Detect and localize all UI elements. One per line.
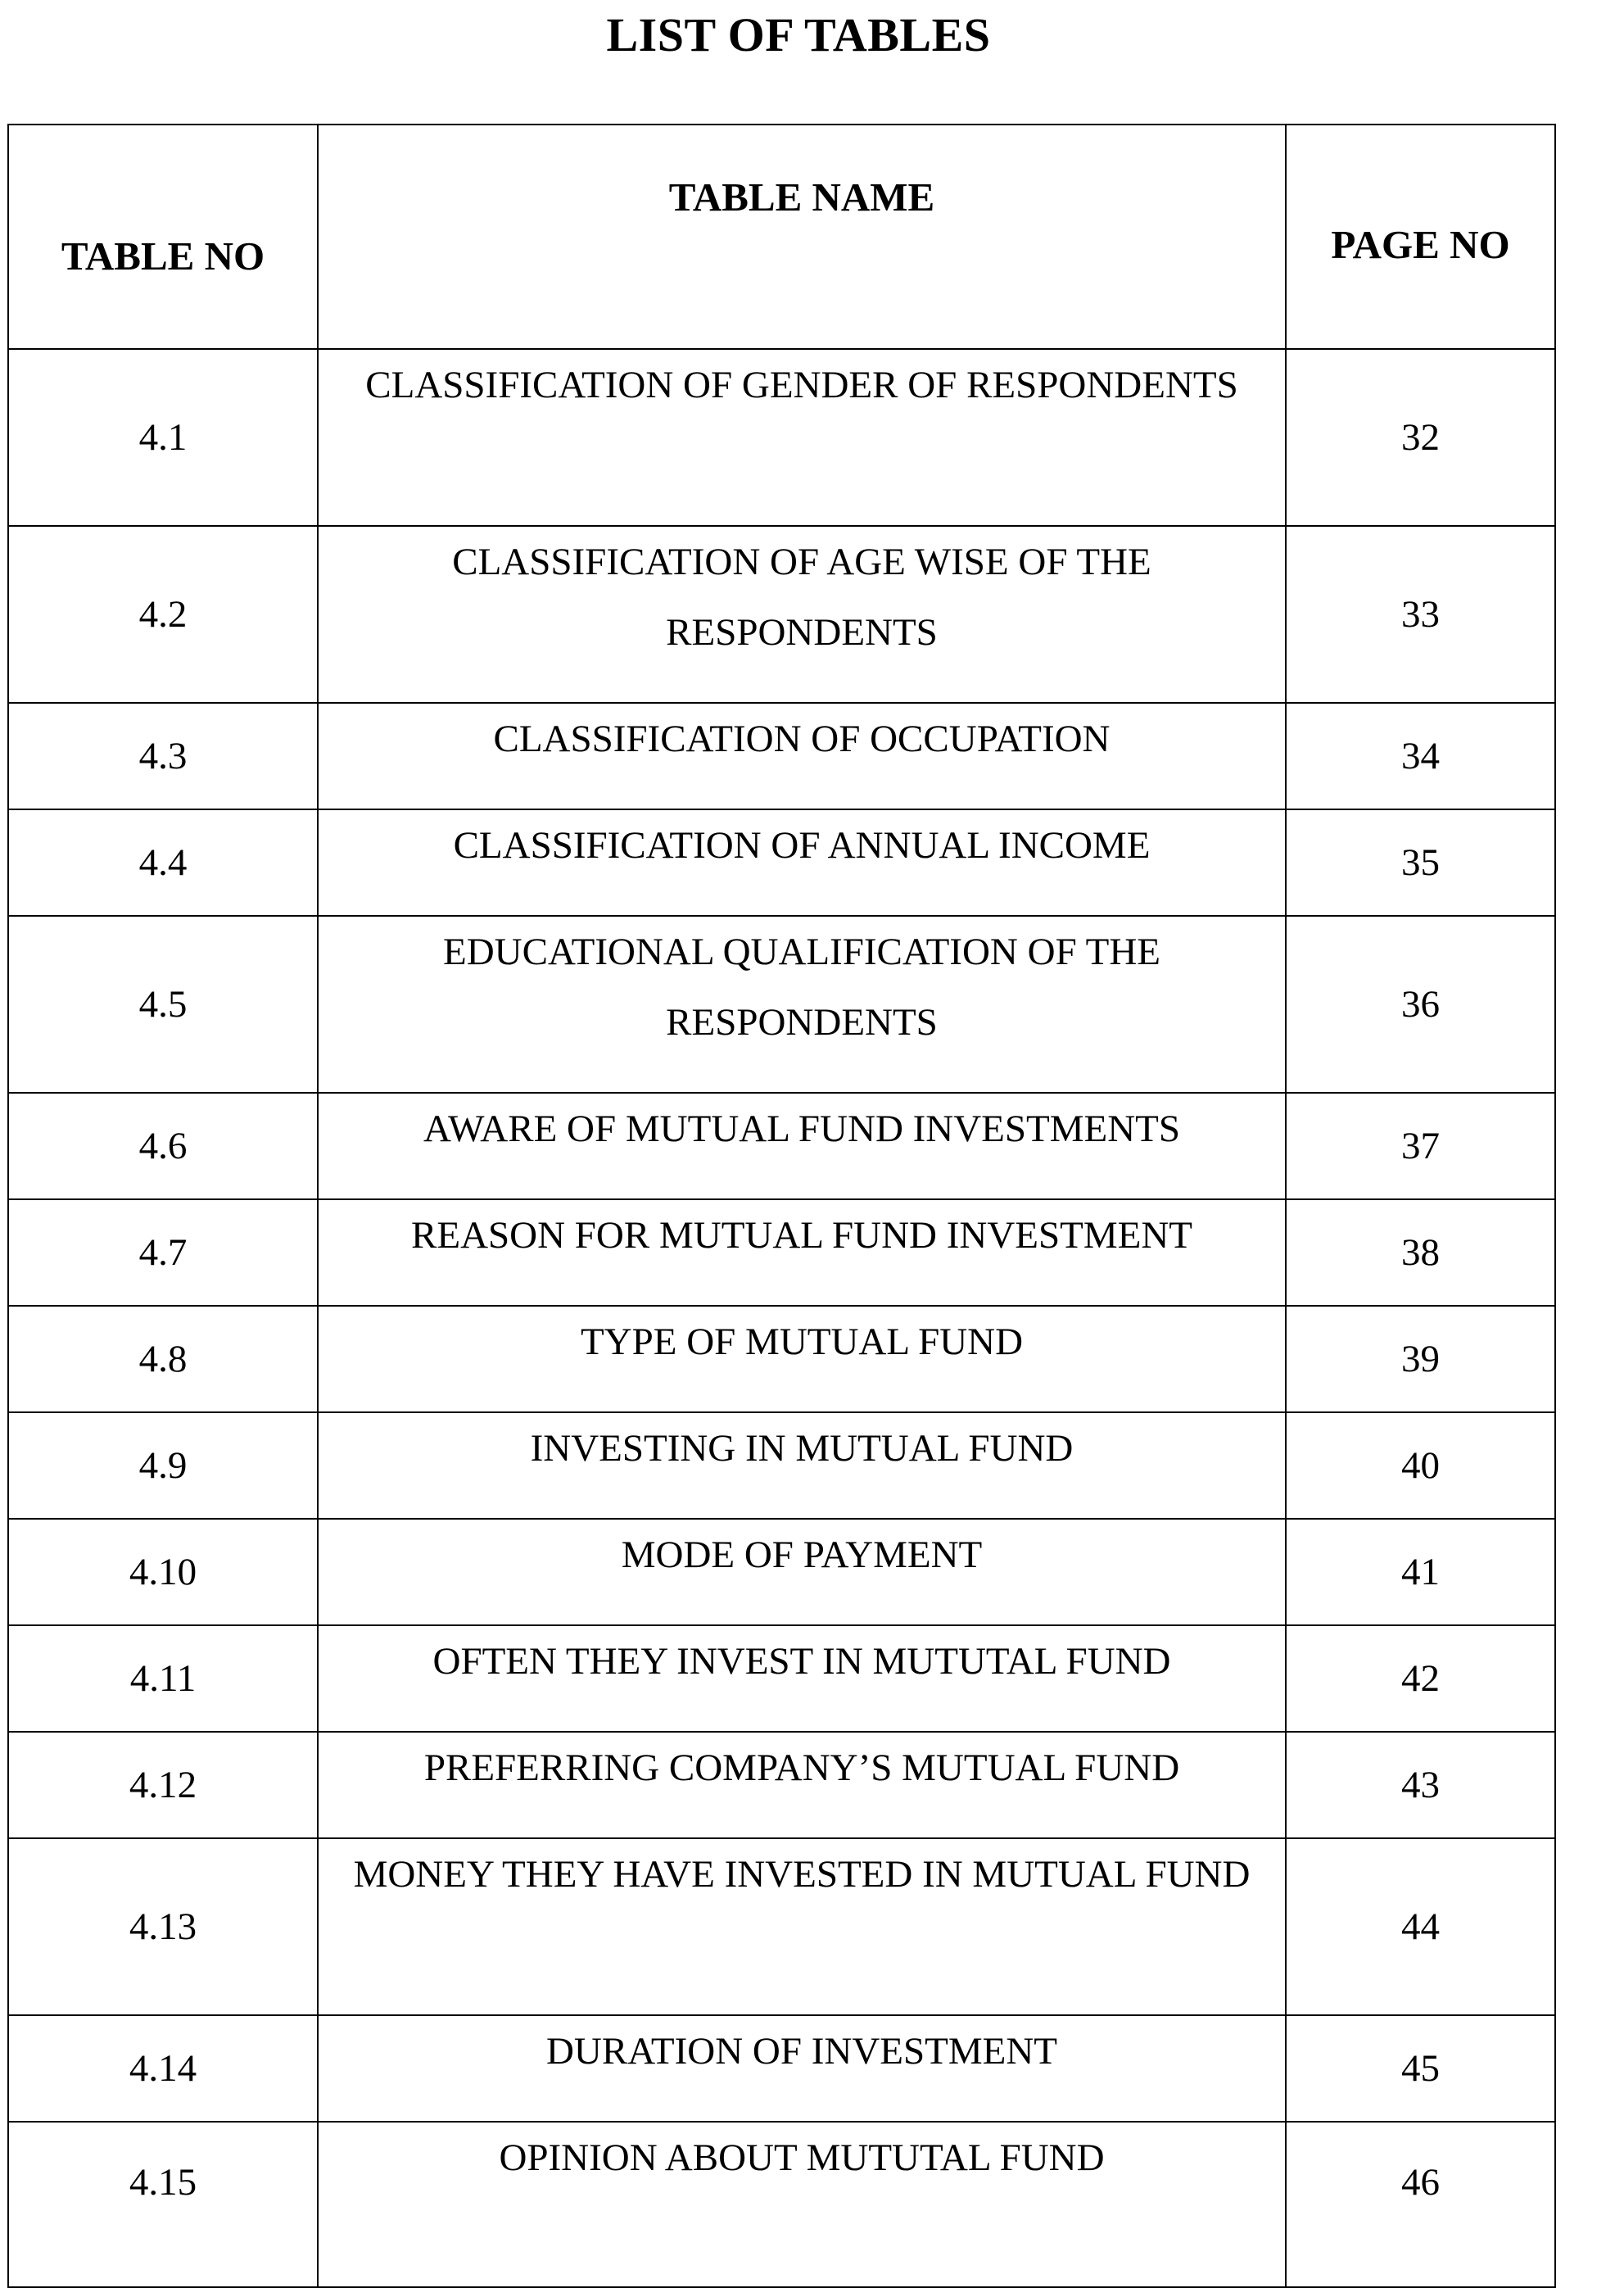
page-number-cell: 34 xyxy=(1286,703,1555,809)
table-name-cell: MONEY THEY HAVE INVESTED IN MUTUAL FUND xyxy=(318,1838,1286,2015)
table-row xyxy=(8,526,1555,703)
table-number-cell: 4.14 xyxy=(8,2015,318,2122)
table-number-cell: 4.11 xyxy=(8,1625,318,1732)
table-number-cell: 4.2 xyxy=(8,526,318,703)
table-row xyxy=(8,1199,1555,1306)
table-name-cell: AWARE OF MUTUAL FUND INVESTMENTS xyxy=(318,1093,1286,1199)
table-header-row xyxy=(8,125,1555,349)
table-row xyxy=(8,1093,1555,1199)
table-row xyxy=(8,2122,1555,2287)
table-row xyxy=(8,916,1555,1093)
table-name-cell: OPINION ABOUT MUTUTAL FUND xyxy=(318,2122,1286,2287)
table-row xyxy=(8,703,1555,809)
table-name-cell: CLASSIFICATION OF AGE WISE OF THE RESPONDENTS xyxy=(318,526,1286,703)
table-row xyxy=(8,1412,1555,1519)
table-name-cell: CLASSIFICATION OF OCCUPATION xyxy=(318,703,1286,809)
table-name-cell: OFTEN THEY INVEST IN MUTUTAL FUND xyxy=(318,1625,1286,1732)
header-table-no-label: TABLE NO xyxy=(61,233,265,279)
table-row xyxy=(8,1519,1555,1625)
table-row xyxy=(8,1838,1555,2015)
list-of-tables xyxy=(7,124,1556,2288)
table-number-cell: 4.13 xyxy=(8,1838,318,2015)
table-number-cell: 4.12 xyxy=(8,1732,318,1838)
page-number-cell: 36 xyxy=(1286,916,1555,1093)
table-row xyxy=(8,1732,1555,1838)
page-title: LIST OF TABLES xyxy=(606,8,991,61)
page-number-cell: 41 xyxy=(1286,1519,1555,1625)
page-number-cell: 38 xyxy=(1286,1199,1555,1306)
header-table-name xyxy=(318,125,1286,349)
table-row xyxy=(8,809,1555,916)
table-row xyxy=(8,349,1555,526)
page-number-cell: 45 xyxy=(1286,2015,1555,2122)
table-name-cell: REASON FOR MUTUAL FUND INVESTMENT xyxy=(318,1199,1286,1306)
page-number-cell: 43 xyxy=(1286,1732,1555,1838)
header-table-name-label: TABLE NAME xyxy=(668,174,935,220)
header-table-no xyxy=(8,125,318,349)
page-number-cell: 33 xyxy=(1286,526,1555,703)
table-name-cell: MODE OF PAYMENT xyxy=(318,1519,1286,1625)
header-page-no-label: PAGE NO xyxy=(1331,222,1510,267)
table-name-cell: EDUCATIONAL QUALIFICATION OF THE RESPONDENTS xyxy=(318,916,1286,1093)
table-number-cell: 4.7 xyxy=(8,1199,318,1306)
table-row xyxy=(8,2015,1555,2122)
page-number-cell: 32 xyxy=(1286,349,1555,526)
table-number-cell: 4.9 xyxy=(8,1412,318,1519)
table-number-cell: 4.15 xyxy=(8,2122,318,2287)
table-number-cell: 4.3 xyxy=(8,703,318,809)
page-number-cell: 35 xyxy=(1286,809,1555,916)
table-name-cell: CLASSIFICATION OF ANNUAL INCOME xyxy=(318,809,1286,916)
page-number-cell: 39 xyxy=(1286,1306,1555,1412)
table-number-cell: 4.1 xyxy=(8,349,318,526)
table-number-cell: 4.6 xyxy=(8,1093,318,1199)
table-name-cell: PREFERRING COMPANY’S MUTUAL FUND xyxy=(318,1732,1286,1838)
page-number-cell: 46 xyxy=(1286,2122,1555,2287)
table-name-cell: CLASSIFICATION OF GENDER OF RESPONDENTS xyxy=(318,349,1286,526)
table-name-cell: DURATION OF INVESTMENT xyxy=(318,2015,1286,2122)
table-name-cell: TYPE OF MUTUAL FUND xyxy=(318,1306,1286,1412)
table-row xyxy=(8,1625,1555,1732)
page-number-cell: 44 xyxy=(1286,1838,1555,2015)
table-number-cell: 4.10 xyxy=(8,1519,318,1625)
header-page-no xyxy=(1286,125,1555,349)
page-number-cell: 42 xyxy=(1286,1625,1555,1732)
table-name-cell: INVESTING IN MUTUAL FUND xyxy=(318,1412,1286,1519)
page-number-cell: 40 xyxy=(1286,1412,1555,1519)
table-number-cell: 4.4 xyxy=(8,809,318,916)
page-number-cell: 37 xyxy=(1286,1093,1555,1199)
table-number-cell: 4.5 xyxy=(8,916,318,1093)
table-number-cell: 4.8 xyxy=(8,1306,318,1412)
table-row xyxy=(8,1306,1555,1412)
